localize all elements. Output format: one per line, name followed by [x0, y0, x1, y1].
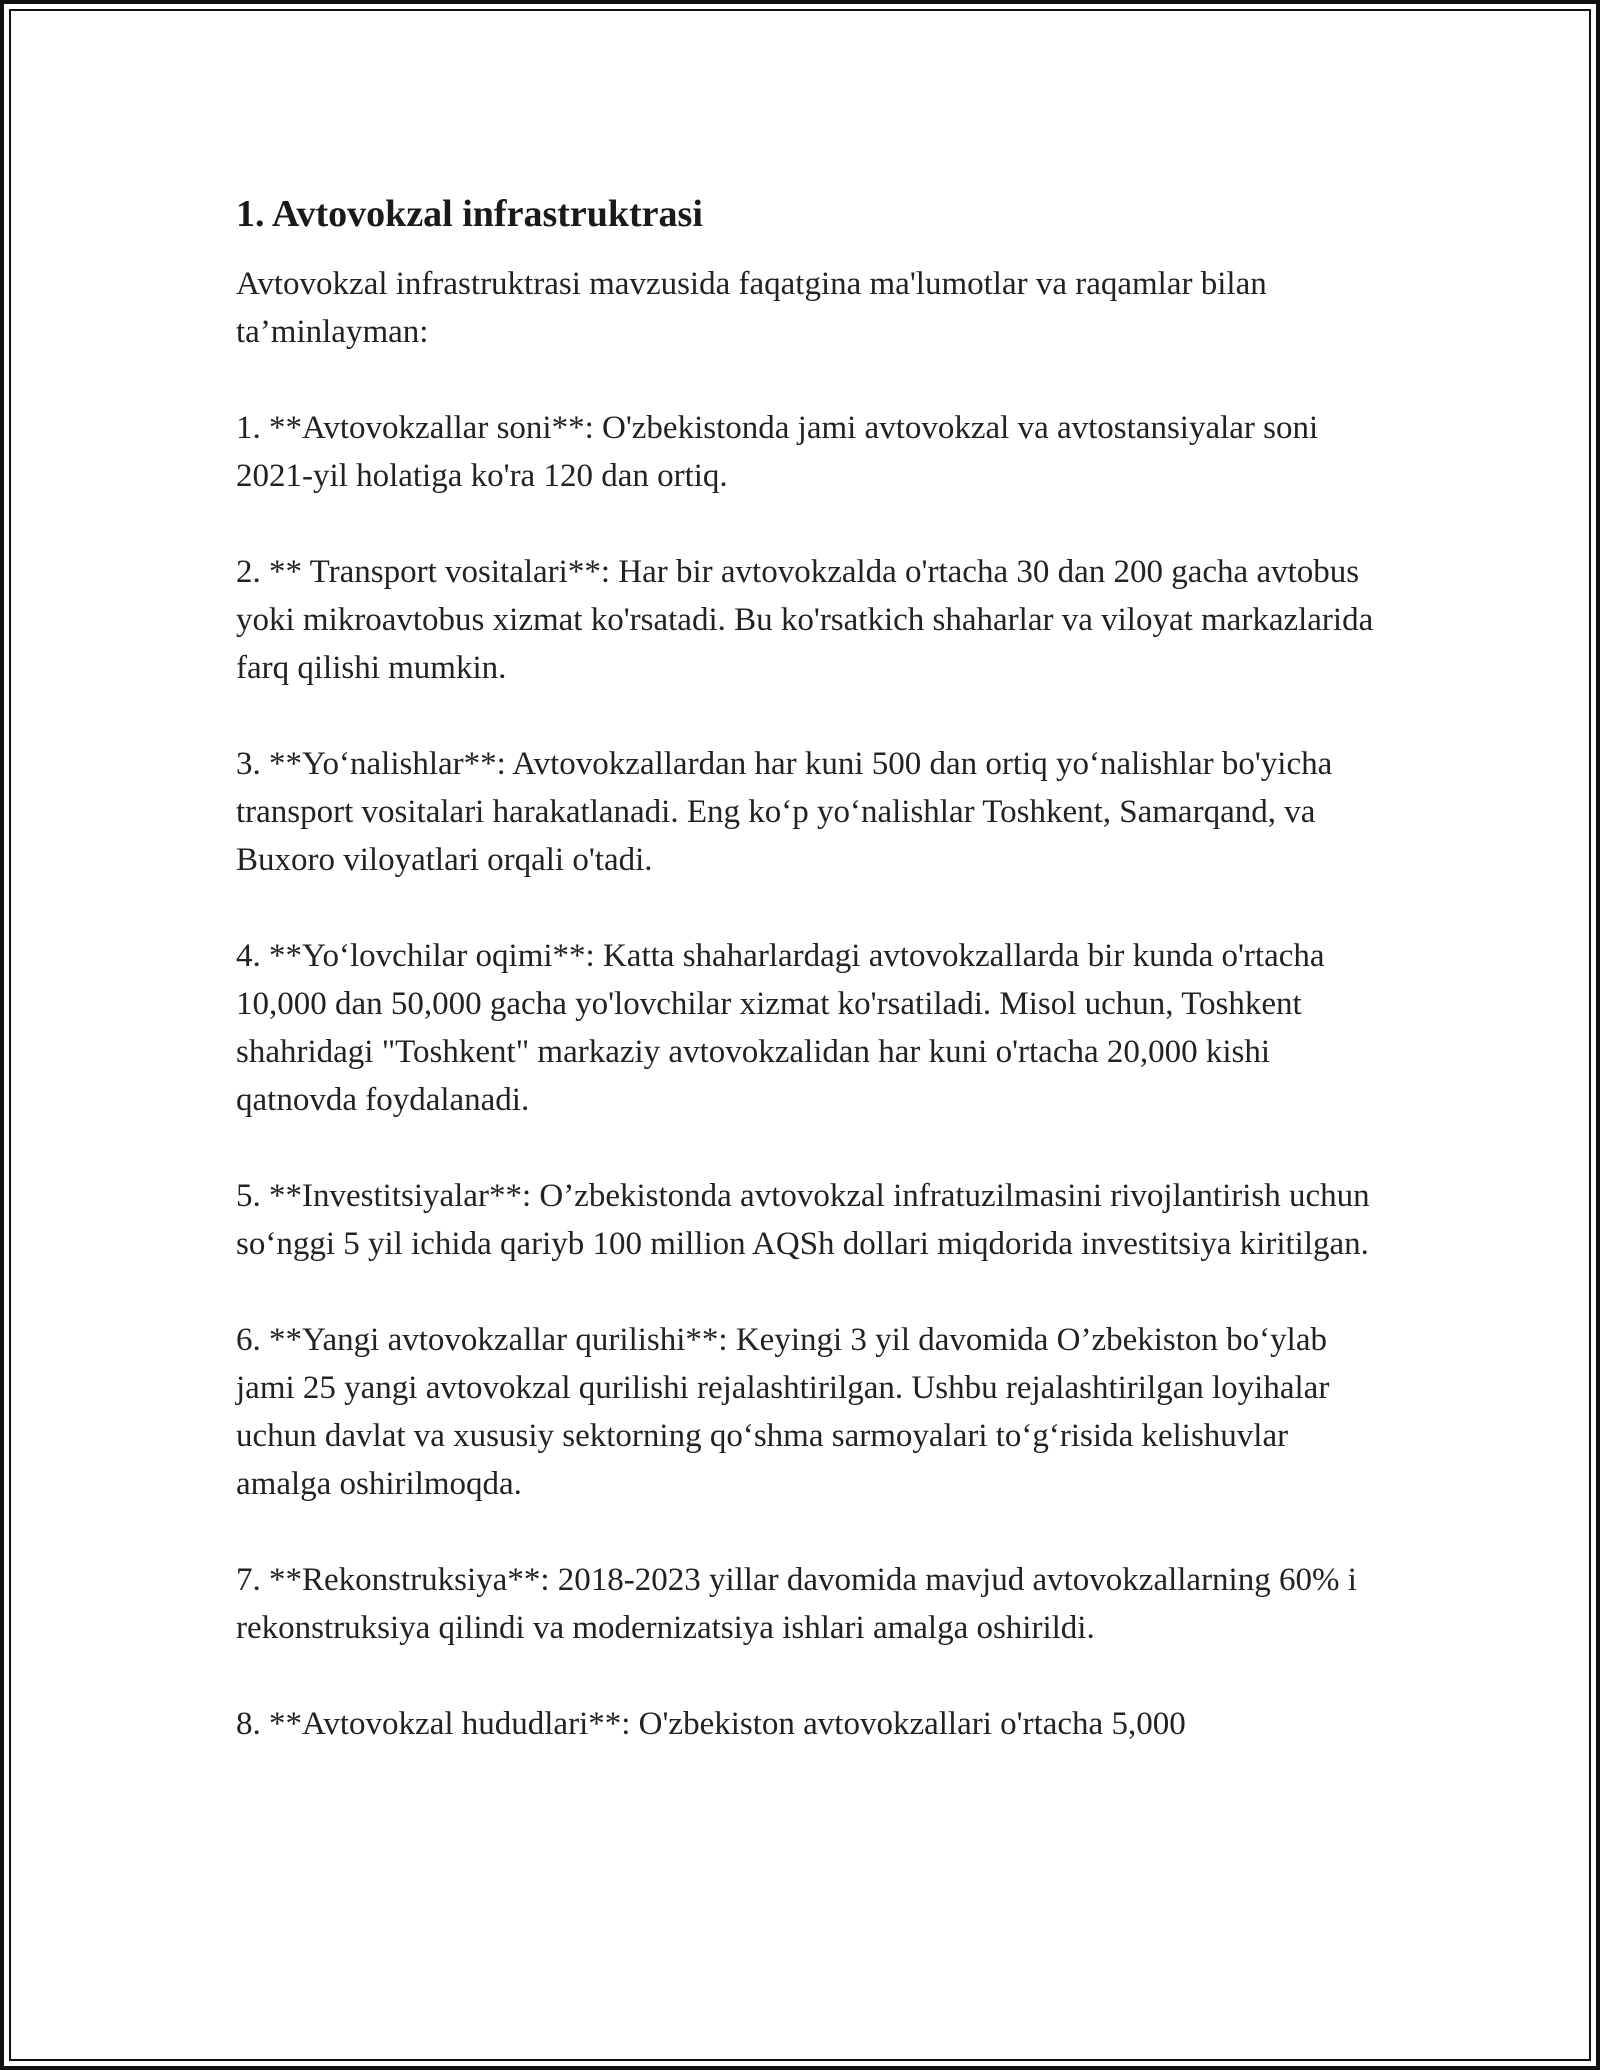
- list-item-7: 7. **Rekonstruksiya**: 2018-2023 yillar davomida mavjud avtovokzallarning 60% i rekonstruksiya qilindi va modernizatsiya ishlari amalga oshirildi.: [236, 1562, 1357, 1646]
- document-body: [236, 190, 1376, 1748]
- list-item-8: 8. **Avtovokzal hududlari**: O'zbekiston avtovokzallari o'rtacha 5,000: [236, 1706, 1186, 1742]
- intro-paragraph: Avtovokzal infrastruktrasi mavzusida faqatgina ma'lumotlar va raqamlar bilan ta’minlayman:: [236, 266, 1267, 350]
- list-item-5: 5. **Investitsiyalar**: O’zbekistonda avtovokzal infratuzilmasini rivojlantirish uchun so‘nggi 5 yil ichida qariyb 100 million AQSh dollari miqdorida investitsiya kiritilgan.: [236, 1178, 1370, 1262]
- list-item-6: 6. **Yangi avtovokzallar qurilishi**: Keyingi 3 yil davomida O’zbekiston bo‘ylab jami 25 yangi avtovokzal qurilishi rejalashtirilgan. Ushbu rejalashtirilgan loyihalar uchun davlat va xususiy sektorning qo‘shma sarmoyalari to‘g‘risida kelishuvlar amalga oshirilmoqda.: [236, 1322, 1330, 1502]
- list-item-4: 4. **Yo‘lovchilar oqimi**: Katta shaharlardagi avtovokzallarda bir kunda o'rtacha 10,000 dan 50,000 gacha yo'lovchilar xizmat ko'rsatiladi. Misol uchun, Toshkent shahridagi "Toshkent" markaziy avtovokzalidan har kuni o'rtacha 20,000 kishi qatnovda foydalanadi.: [236, 938, 1325, 1118]
- list-item-1: 1. **Avtovokzallar soni**: O'zbekistonda jami avtovokzal va avtostansiyalar soni 2021-yil holatiga ko'ra 120 dan ortiq.: [236, 410, 1319, 494]
- list-item-3: 3. **Yo‘nalishlar**: Avtovokzallardan har kuni 500 dan ortiq yo‘nalishlar bo'yicha transport vositalari harakatlanadi. Eng ko‘p yo‘nalishlar Toshkent, Samarqand, va Buxoro viloyatlari orqali o'tadi.: [236, 746, 1333, 878]
- list-item-2: 2. ** Transport vositalari**: Har bir avtovokzalda o'rtacha 30 dan 200 gacha avtobus yoki mikroavtobus xizmat ko'rsatadi. Bu ko'rsatkich shaharlar va viloyat markazlarida farq qilishi mumkin.: [236, 554, 1374, 686]
- section-heading: 1. Avtovokzal infrastruktrasi: [236, 193, 703, 235]
